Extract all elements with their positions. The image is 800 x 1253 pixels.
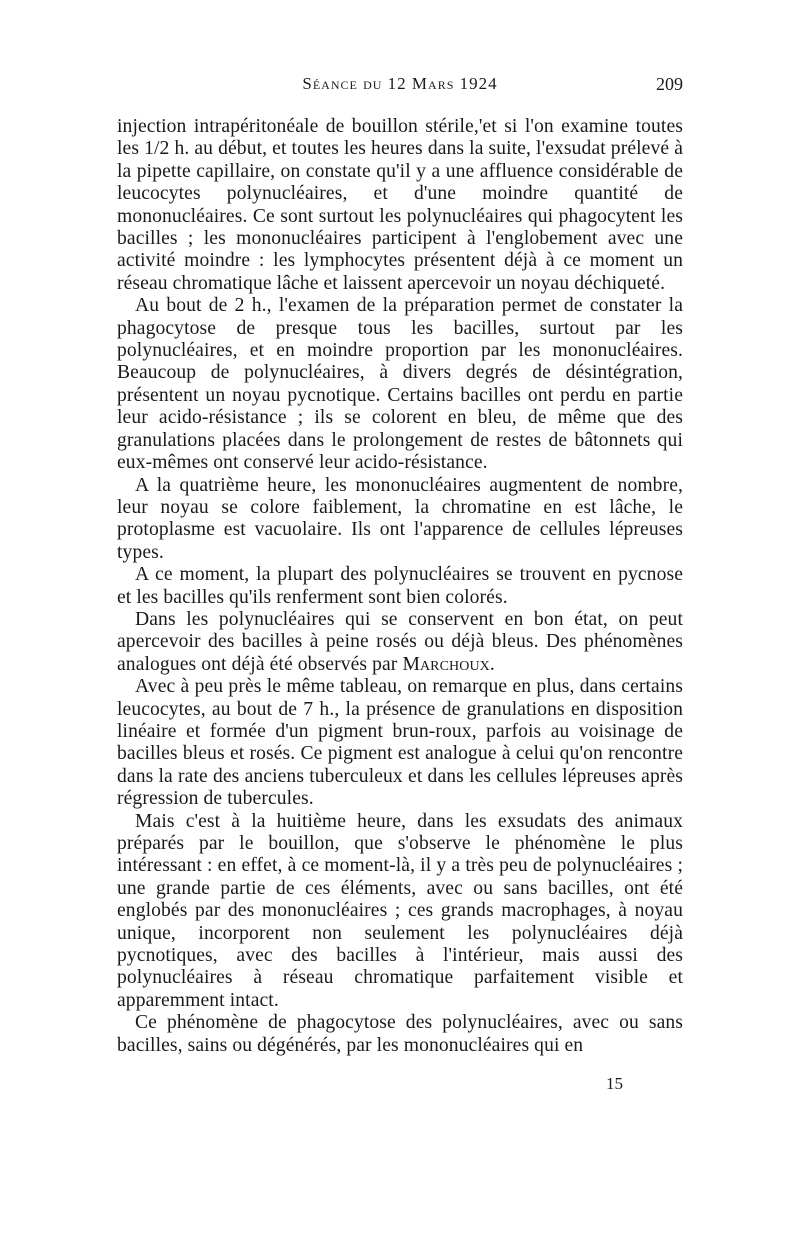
- body-text: [117, 116, 683, 1057]
- paragraph: Ce phénomène de phagocytose des polynucléaires, avec ou sans bacilles, sains ou dégénérés, par les mononucléaires qui en: [117, 1012, 683, 1056]
- paragraph: A la quatrième heure, les mononucléaires augmentent de nombre, leur noyau se colore faiblement, la chromatine en est lâche, le protoplasme est vacuolaire. Ils ont l'apparence de cellules lépreuses types.: [117, 474, 683, 563]
- paragraph: A ce moment, la plupart des polynucléaires se trouvent en pycnose et les bacilles qu'ils renferment sont bien colorés.: [117, 564, 683, 608]
- paragraph-text: Dans les polynucléaires qui se conservent en bon état, on peut apercevoir des bacilles à peine rosés ou déjà bleus. Des phénomènes analogues ont déjà été observés par: [117, 608, 683, 675]
- paragraph: Mais c'est à la huitième heure, dans les exsudats des animaux préparés par le bouillon, que s'observe le phénomène le plus intéressant : en effet, à ce moment-là, il y a très peu de polynucléaires ; une grande partie de ces éléments, avec ou sans bacilles, ont été englobés par des mononucléaires ; ces grands macrophages, à noyau unique, incorporent non seulement les polynucléaires déjà pycnotiques, avec des bacilles à l'intérieur, mais aussi des polynucléaires à réseau chromatique parfaitement visible et apparemment intact.: [117, 810, 683, 1011]
- paragraph: Au bout de 2 h., l'examen de la préparation permet de constater la phagocytose de presque tous les bacilles, surtout par les polynucléaires, et en moindre proportion par les mononucléaires. Beaucoup de polynucléaires, à divers degrés de désintégration, présentent un noyau pycnotique. Certains bacilles ont perdu en partie leur acido-résistance ; ils se colorent en bleu, de même que des granulations placées dans le prolongement de restes de bâtonnets qui eux-mêmes ont conservé leur acido-résistance.: [117, 295, 683, 474]
- paragraph: injection intrapéritonéale de bouillon stérile,'et si l'on examine toutes les 1/2 h. au début, et toutes les heures dans la suite, l'exsudat prélevé à la pipette capillaire, on constate qu'il y a une affluence considérable de leucocytes polynucléaires, et d'une moindre quantité de mononucléaires. Ce sont surtout les polynucléaires qui phagocytent les bacilles ; les mononucléaires participent à l'englobement avec une activité moindre : les lymphocytes présentent déjà à ce moment un réseau chromatique lâche et laissent apercevoir un noyau déchiqueté.: [117, 116, 683, 294]
- paragraph: [117, 609, 683, 676]
- author-name: Marchoux: [402, 653, 490, 675]
- running-head: Séance du 12 Mars 1924: [302, 74, 498, 93]
- signature-mark: 15: [606, 1074, 623, 1093]
- period: .: [489, 653, 495, 675]
- page-header: [117, 74, 683, 102]
- page-number: 209: [656, 74, 683, 94]
- paragraph: Avec à peu près le même tableau, on remarque en plus, dans certains leucocytes, au bout de 7 h., la présence de granulations en disposition linéaire et formée d'un pigment brun-roux, parfois au voisinage de bacilles bleus et rosés. Ce pigment est analogue à celui qu'on rencontre dans la rate des anciens tuberculeux et dans les cellules lépreuses après régression de tubercules.: [117, 676, 683, 810]
